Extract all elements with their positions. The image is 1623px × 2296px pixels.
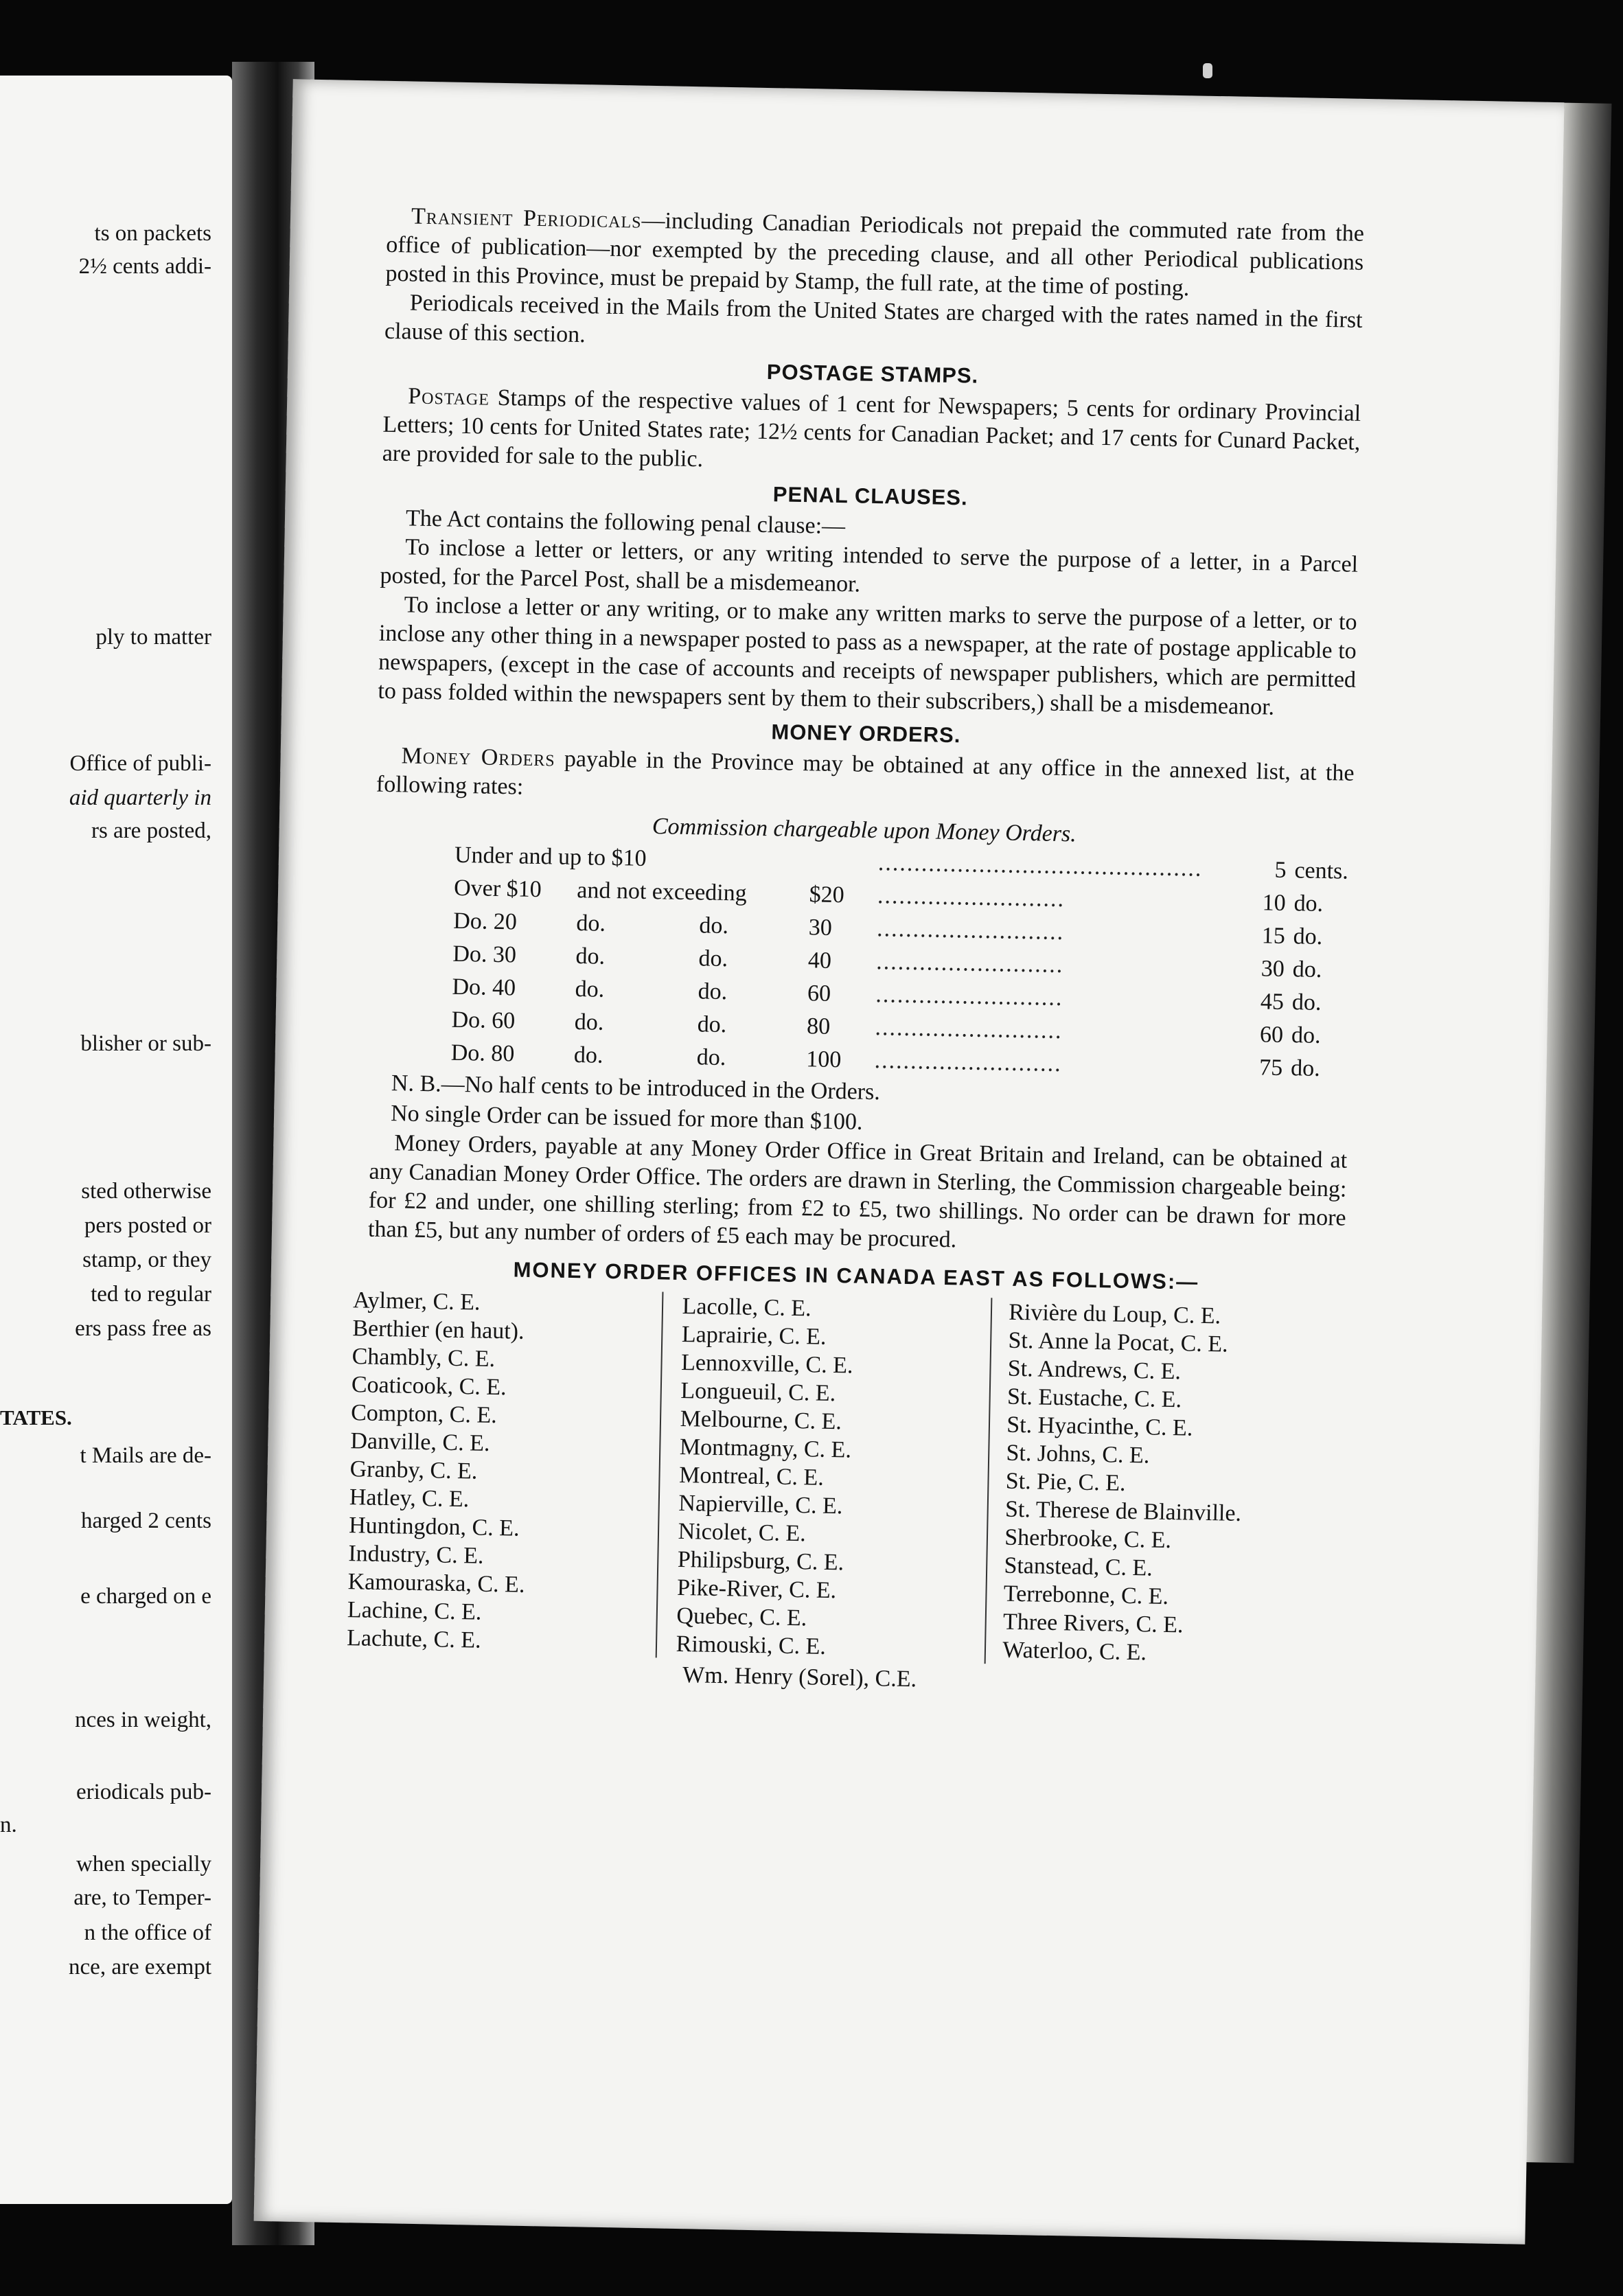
rate-amount: 45 [1260, 989, 1285, 1015]
list-item: St. Hyacinthe, C. E. [1006, 1412, 1193, 1441]
list-item: Huntingdon, C. E. [348, 1513, 520, 1541]
offices-column-2 [655, 1292, 991, 1664]
commission-rates-table [446, 839, 1352, 1086]
list-item: Pike-River, C. E. [676, 1574, 837, 1604]
list-item: Kamouraska, C. E. [347, 1569, 525, 1598]
left-heading-fragment: TATES. [0, 1405, 72, 1430]
list-item: Terrebonne, C. E. [1003, 1581, 1169, 1610]
rate-range: Under and up to $10 [454, 842, 647, 871]
list-item: Rivière du Loup, C. E. [1008, 1299, 1221, 1329]
list-item: Nicolet, C. E. [678, 1518, 807, 1547]
rate-unit: do. [1291, 1022, 1321, 1048]
penal-intro: The Act contains the following penal clause:— [405, 505, 846, 540]
rate-unit: do. [1292, 956, 1322, 983]
offices-footer: Wm. Henry (Sorel), C.E. [682, 1662, 917, 1692]
list-item: St. Pie, C. E. [1005, 1468, 1126, 1496]
rate-to: 30 [808, 915, 833, 941]
list-item: Melbourne, C. E. [680, 1405, 842, 1435]
rate-unit: cents. [1294, 858, 1349, 884]
main-page [254, 79, 1565, 2244]
rate-from: Do. 80 [450, 1040, 515, 1067]
left-text-fragment: pers posted or [84, 1213, 211, 1238]
rate-ditto: do. [698, 945, 728, 972]
left-text-fragment: aid quarterly in [69, 785, 211, 810]
money-orders-heading: MONEY ORDERS. [771, 720, 961, 748]
max-order-note: No single Order can be issued for more than $100. [390, 1101, 863, 1135]
list-item: Berthier (en haut). [352, 1316, 525, 1344]
money-orders-paragraph [376, 742, 1355, 817]
left-text-fragment: ers pass free as [75, 1316, 211, 1341]
dot-leader: ............................................. [877, 850, 1203, 882]
rate-ditto: do. [575, 943, 606, 969]
left-text-fragment: e charged on e [80, 1584, 211, 1609]
dot-leader: .......................... [875, 1015, 1063, 1044]
left-text-fragment: Office of publi- [69, 751, 211, 776]
list-item: Stanstead, C. E. [1004, 1552, 1153, 1581]
rate-ditto: do. [575, 976, 605, 1002]
list-item: Montreal, C. E. [678, 1462, 825, 1491]
rate-unit: do. [1290, 1055, 1321, 1081]
list-item: Sherbrooke, C. E. [1004, 1524, 1172, 1554]
left-text-fragment: ts on packets [94, 221, 211, 246]
postage-body: Stamps of the respective values of 1 cent for Newspapers; 5 cents for ordinary Provincial Letters; 10 cents for United States rate; 12½ cents for Canadian Packet; and 17 cents for Cunard Packet, are provided for sale to the public. [382, 384, 1361, 472]
left-text-fragment: when specially [76, 1852, 211, 1876]
penal-clauses-heading: PENAL CLAUSES. [772, 482, 968, 510]
rate-to: $20 [809, 882, 845, 908]
list-item: Compton, C. E. [350, 1400, 497, 1429]
rate-from: Over $10 [453, 875, 542, 903]
rate-to: 40 [807, 948, 832, 974]
list-item: Granby, C. E. [349, 1456, 478, 1484]
left-text-fragment: ted to regular [91, 1282, 211, 1307]
list-item: Philipsburg, C. E. [677, 1546, 844, 1576]
list-item: Lacolle, C. E. [682, 1293, 812, 1322]
list-item: St. Andrews, C. E. [1007, 1355, 1182, 1385]
left-text-fragment: eriodicals pub- [76, 1780, 211, 1804]
rate-ditto: do. [574, 1009, 604, 1035]
left-text-fragment: sted otherwise [81, 1179, 211, 1204]
list-item: Chambly, C. E. [352, 1344, 496, 1372]
rate-to: 80 [806, 1013, 831, 1040]
left-text-fragment: n the office of [84, 1920, 211, 1945]
list-item: Hatley, C. E. [349, 1484, 470, 1513]
rate-unit: do. [1293, 923, 1323, 950]
list-item: St. Therese de Blainville. [1004, 1496, 1242, 1526]
left-text-fragment: stamp, or they [82, 1248, 211, 1272]
transient-lead: Transient Periodicals [411, 203, 642, 233]
list-item: Industry, C. E. [348, 1541, 484, 1569]
offices-heading: MONEY ORDER OFFICES IN CANADA EAST AS FOLLOWS:— [513, 1257, 1199, 1294]
penal-clause-2: To inclose a letter or any writing, or to make any written marks to serve the purpose of a letter, or to inclose any other thing in a newspaper posted to pass as a newspaper, at the rate of postage applicable to newspapers, (except in the case of accounts and receipts of newspaper publishers, which are permitted to pass folded within the newspapers sent by them to their subscribers,) shall be a misdemeanor. [378, 592, 1357, 720]
transient-body: —including Canadian Periodicals not prepaid the commuted rate from the office of publication—nor exempted by the preceding clause, and all other Periodical publications posted in this Province, must be prepaid by Stamp, the full rate, at the time of posting. [385, 207, 1365, 301]
rate-amount: 60 [1259, 1022, 1284, 1048]
rate-to: 60 [807, 980, 831, 1007]
list-item: St. Eustache, C. E. [1006, 1384, 1182, 1413]
list-item: Coaticook, C. E. [351, 1372, 507, 1401]
offices-column-3 [985, 1298, 1344, 1670]
page-mark [1203, 63, 1212, 78]
rate-amount: 5 [1274, 857, 1287, 883]
rate-to: 100 [805, 1046, 842, 1073]
list-item: Lennoxville, C. E. [680, 1349, 853, 1379]
offices-columns [346, 1287, 1345, 1671]
list-item: St. Johns, C. E. [1006, 1440, 1150, 1469]
rate-amount: 30 [1261, 956, 1285, 982]
list-item: Napierville, C. E. [678, 1490, 843, 1519]
left-text-fragment: blisher or sub- [80, 1031, 211, 1056]
rate-from: Do. 60 [451, 1007, 516, 1034]
left-text-fragment: nce, are exempt [69, 1955, 211, 1979]
dot-leader: .......................... [875, 949, 1064, 978]
list-item: Quebec, C. E. [676, 1603, 807, 1631]
rate-ditto: do. [573, 1042, 603, 1068]
list-item: St. Anne la Pocat, C. E. [1008, 1327, 1228, 1357]
list-item: Laprairie, C. E. [681, 1321, 827, 1350]
postage-lead: Postage [407, 383, 490, 411]
us-periodicals-paragraph: Periodicals received in the Mails from the United States are charged with the rates named in the first clause of this section. [384, 290, 1363, 348]
rate-ditto: do. [699, 912, 729, 939]
page-content [346, 202, 1365, 1701]
left-text-fragment: harged 2 cents [81, 1508, 211, 1533]
rate-ditto: do. [696, 1044, 726, 1071]
rate-ditto: do. [576, 910, 606, 937]
left-text-fragment: 2½ cents addi- [78, 254, 211, 279]
rate-ditto: do. [697, 1011, 727, 1038]
list-item: Montmagny, C. E. [679, 1434, 852, 1463]
list-item: Longueuil, C. E. [680, 1377, 836, 1407]
left-text-fragment: n. [0, 1813, 17, 1837]
rate-amount: 15 [1261, 923, 1286, 949]
dot-leader: .......................... [875, 982, 1063, 1011]
rate-unit: do. [1291, 989, 1322, 1015]
left-text-fragment: t Mails are de- [80, 1443, 211, 1468]
list-item: Waterloo, C. E. [1002, 1637, 1147, 1666]
rate-amount: 10 [1262, 890, 1286, 916]
left-text-fragment: are, to Temper- [73, 1885, 211, 1910]
list-item: Rimouski, C. E. [676, 1631, 827, 1660]
dot-leader: .......................... [874, 1048, 1062, 1077]
left-text-fragment: nces in weight, [75, 1708, 211, 1732]
britain-orders-paragraph: Money Orders, payable at any Money Order Office in Great Britain and Ireland, can be obtained at any Canadian Money Order Office. The orders are drawn in Sterling, the Commission chargeable being: for £2 and under, one shilling sterling; from £2 to £5, two shillings. No order can be drawn for more than £5, but any number of orders of £5 each may be procured. [367, 1130, 1348, 1253]
list-item: Danville, C. E. [350, 1428, 490, 1456]
left-text-fragment: rs are posted, [91, 818, 211, 843]
list-item: Lachute, C. E. [346, 1625, 481, 1653]
rate-condition: and not exceeding [577, 877, 748, 906]
rate-ditto: do. [698, 978, 728, 1005]
dot-leader: .......................... [877, 883, 1066, 912]
dot-leader: .......................... [876, 916, 1065, 945]
rate-unit: do. [1293, 891, 1324, 917]
rate-from: Do. 20 [452, 908, 518, 935]
postage-stamps-paragraph [382, 382, 1361, 486]
commission-table-caption: Commission chargeable upon Money Orders. [652, 814, 1077, 847]
money-orders-body: payable in the Province may be obtained at any office in the annexed list, at the following rates: [376, 746, 1355, 800]
rate-from: Do. 30 [452, 941, 517, 968]
list-item: Aylmer, C. E. [352, 1287, 481, 1316]
previous-page-fragment [0, 76, 232, 2204]
rate-amount: 75 [1258, 1055, 1283, 1081]
list-item: Lachine, C. E. [347, 1597, 482, 1625]
money-orders-lead: Money Orders [401, 743, 556, 772]
offices-column-1 [347, 1286, 662, 1657]
list-item: Three Rivers, C. E. [1002, 1609, 1184, 1638]
penal-clause-1: To inclose a letter or letters, or any writing intended to serve the purpose of a letter, in a Parcel posted, for the Parcel Post, shall be a misdemeanor. [380, 534, 1359, 597]
half-cents-note: N. B.—No half cents to be introduced in the Orders. [391, 1070, 881, 1105]
left-text-fragment: ply to matter [95, 625, 211, 650]
rate-from: Do. 40 [452, 974, 516, 1001]
postage-stamps-heading: POSTAGE STAMPS. [766, 360, 979, 388]
